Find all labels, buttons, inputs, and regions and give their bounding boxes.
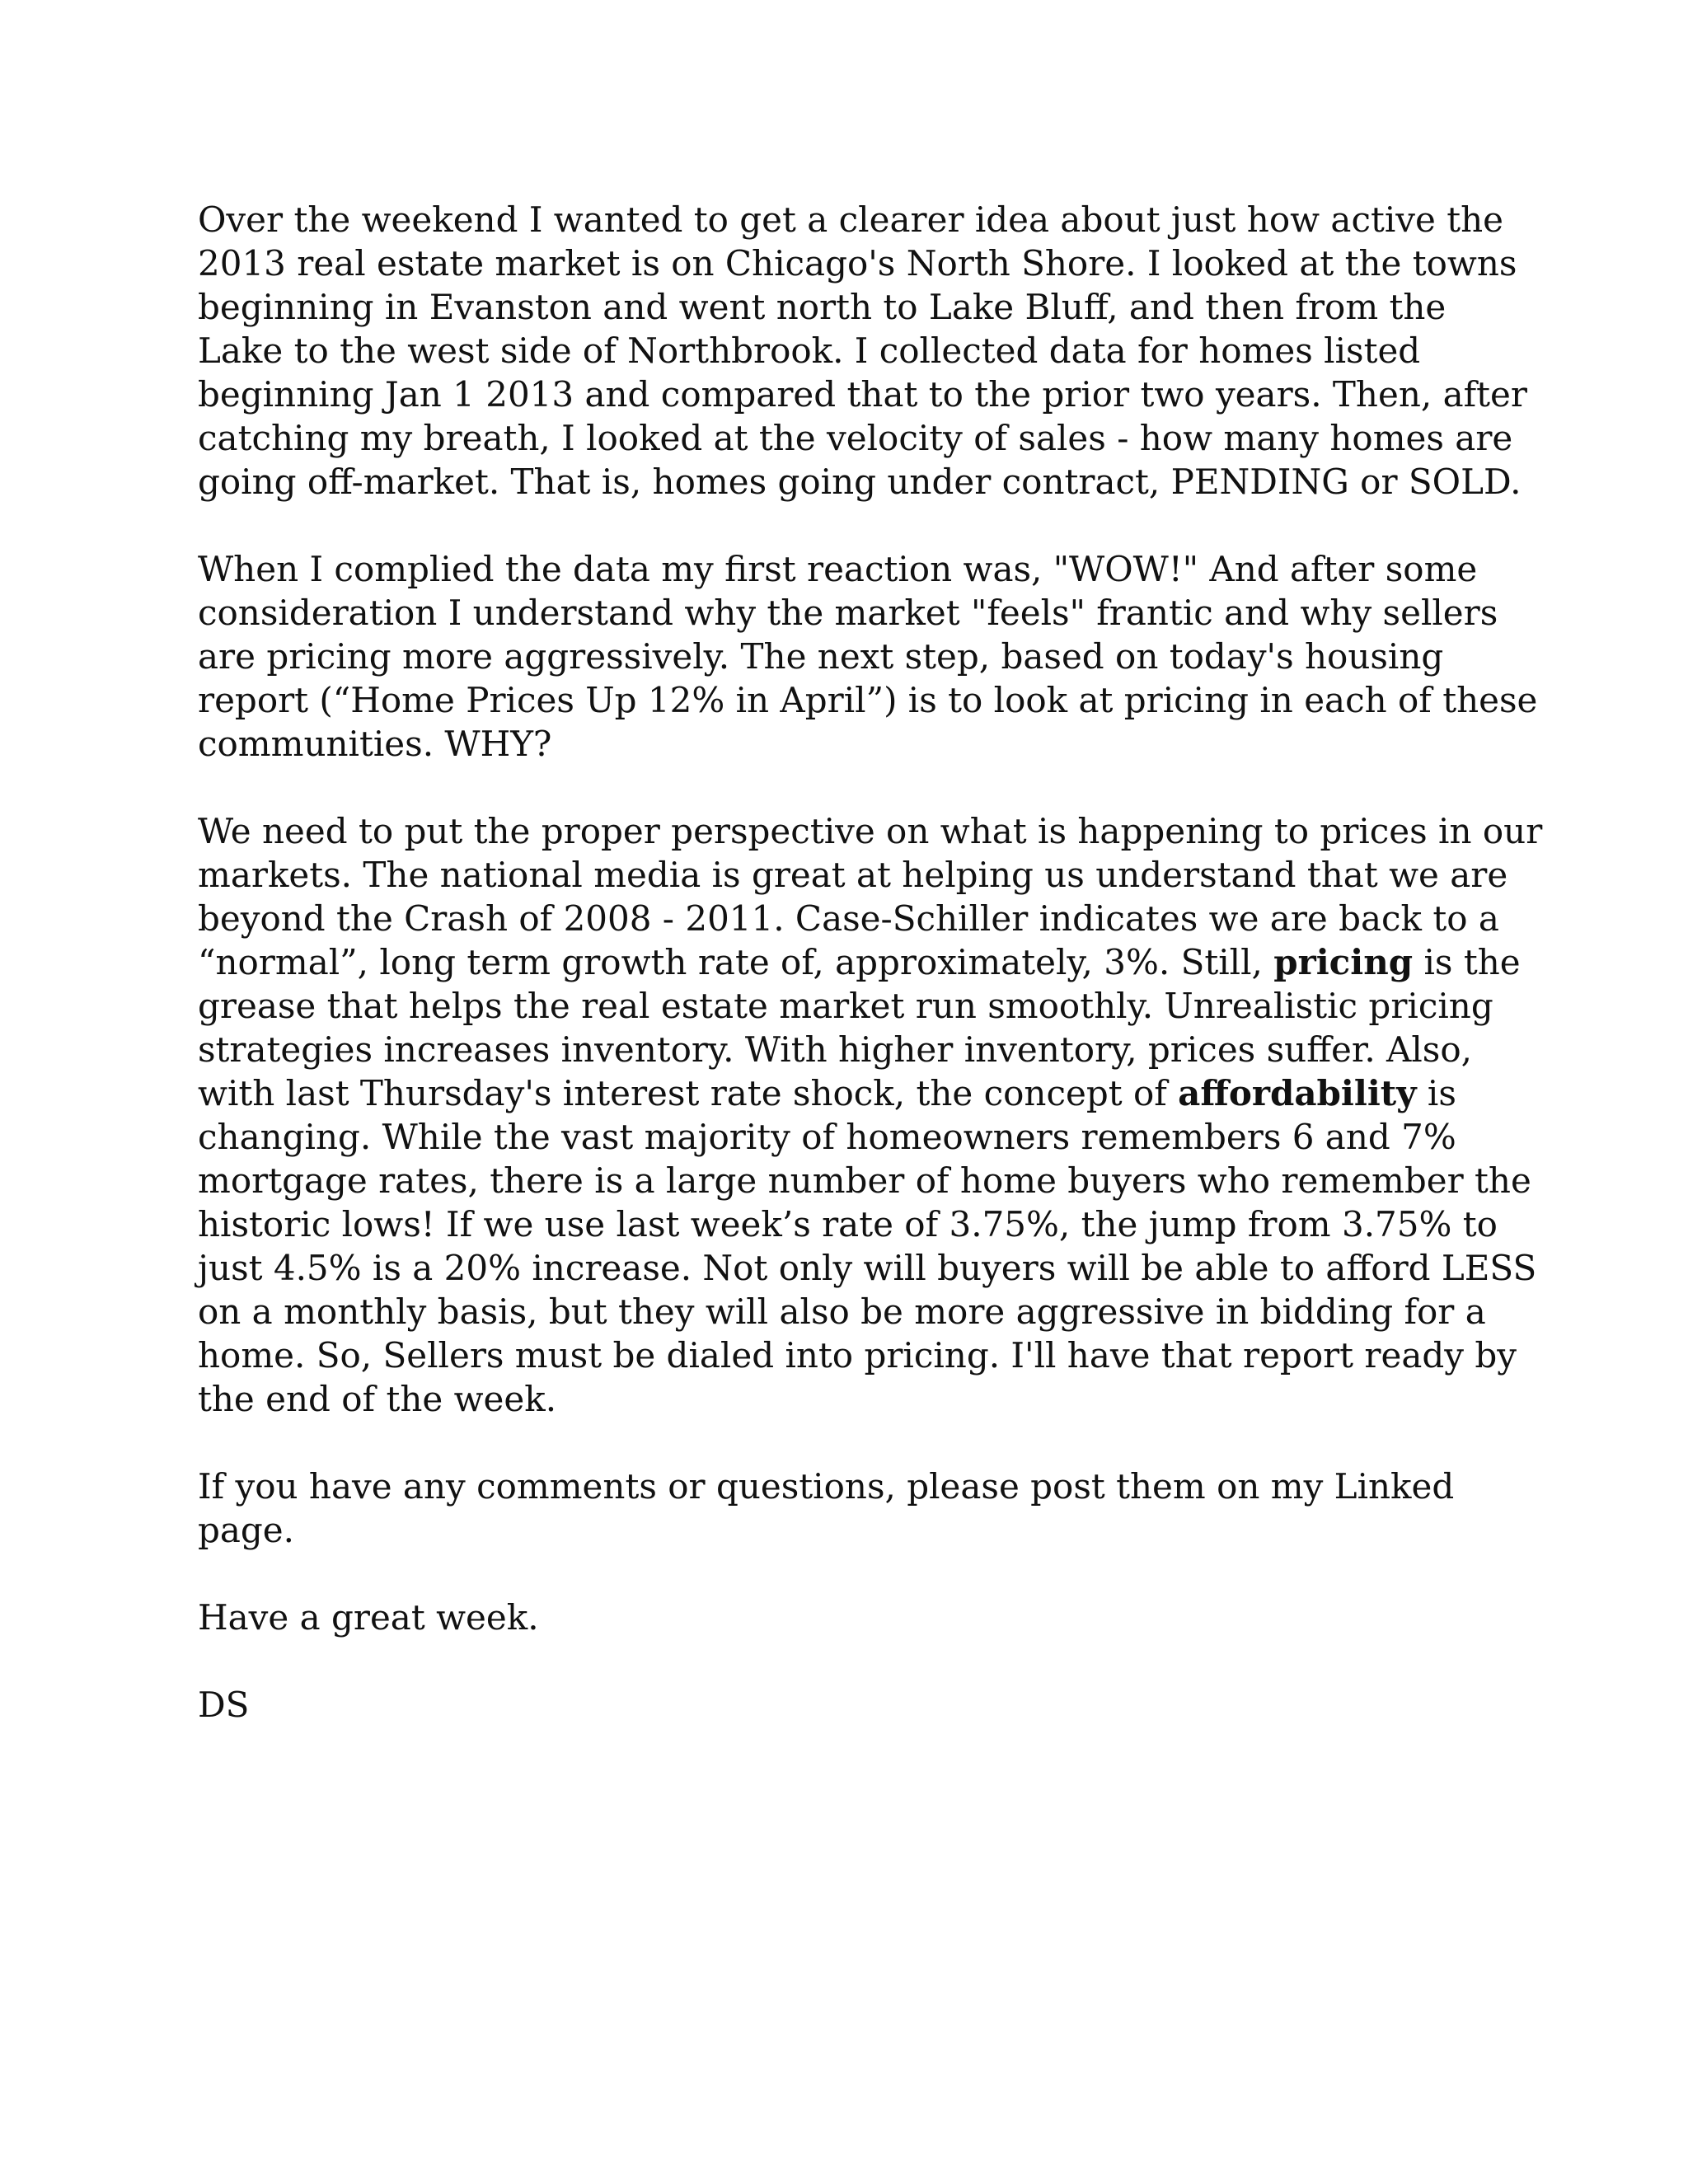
text-line <box>198 722 1500 766</box>
text-run: Over the weekend I wanted to get a clearer idea about just how active the <box>198 199 1504 240</box>
paragraphs-container <box>198 198 1543 1552</box>
text-line <box>198 1508 1500 1552</box>
text-run: page. <box>198 1510 295 1550</box>
text-line <box>198 591 1500 635</box>
text-run: 2013 real estate market is on Chicago's North Shore. I looked at the towns <box>198 243 1517 284</box>
text-line <box>198 416 1513 460</box>
text-line <box>198 1202 1500 1246</box>
text-line <box>198 198 1504 241</box>
text-run: consideration I understand why the market "feels" frantic and why sellers <box>198 593 1498 633</box>
paragraph-1 <box>198 198 1527 504</box>
text-line <box>198 897 1500 940</box>
signature-text: DS <box>198 1685 250 1725</box>
text-line <box>198 1028 1500 1071</box>
text-line <box>198 1071 1500 1115</box>
emphasis-text: affordability <box>1178 1073 1417 1113</box>
text-run: We need to put the proper perspective on what is happening to prices in our <box>198 811 1543 851</box>
text-run: Lake to the west side of Northbrook. I collected data for homes listed <box>198 330 1421 371</box>
text-line <box>198 1246 1537 1290</box>
text-run: report (“Home Prices Up 12% in April”) is to look at pricing in each of these <box>198 680 1538 720</box>
text-run: beginning in Evanston and went north to Lake Bluff, and then from the <box>198 287 1447 327</box>
text-run: When I complied the data my first reaction was, "WOW!" And after some <box>198 549 1478 589</box>
signoff-text: Have a great week. <box>198 1597 539 1638</box>
text-line <box>198 285 1500 329</box>
emphasis-text: pricing <box>1273 942 1414 982</box>
text-line <box>198 460 1522 504</box>
text-line <box>198 1377 1500 1421</box>
text-line <box>198 1159 1531 1202</box>
text-line <box>198 1290 1500 1333</box>
text-line <box>198 373 1527 416</box>
text-run: with last Thursday's interest rate shock, the concept of <box>198 1073 1179 1113</box>
text-run: changing. While the vast majority of homeowners remembers 6 and 7% <box>198 1117 1456 1157</box>
text-line <box>198 547 1500 591</box>
text-run: “normal”, long term growth rate of, approximately, 3%. Still, <box>198 942 1274 982</box>
text-line <box>198 329 1500 373</box>
text-run: markets. The national media is great at helping us understand that we are <box>198 855 1508 895</box>
paragraph-3 <box>198 809 1543 1421</box>
text-line <box>198 940 1521 984</box>
text-line <box>198 678 1538 722</box>
text-run: communities. WHY? <box>198 724 552 764</box>
text-run: are pricing more aggressively. The next step, based on today's housing <box>198 636 1444 677</box>
text-run: mortgage rates, there is a large number of home buyers who remember the <box>198 1160 1531 1201</box>
document-body <box>198 198 1543 1727</box>
text-line <box>198 1465 1500 1508</box>
text-run: just 4.5% is a 20% increase. Not only will buyers will be able to afford LESS <box>198 1248 1537 1288</box>
text-run: beyond the Crash of 2008 - 2011. Case-Schiller indicates we are back to a <box>198 898 1499 939</box>
text-run: strategies increases inventory. With higher inventory, prices suffer. Also, <box>198 1029 1473 1070</box>
text-line <box>198 853 1508 897</box>
text-line <box>198 984 1500 1028</box>
text-run: If you have any comments or questions, please post them on my Linked <box>198 1466 1455 1507</box>
text-line <box>198 1333 1517 1377</box>
text-run: going off-market. That is, homes going under contract, PENDING or SOLD. <box>198 462 1522 502</box>
text-line <box>198 241 1517 285</box>
paragraph-2 <box>198 547 1538 766</box>
text-run: the end of the week. <box>198 1379 557 1419</box>
text-line <box>198 809 1543 853</box>
text-run: is the <box>1413 942 1521 982</box>
text-run: on a monthly basis, but they will also be more aggressive in bidding for a <box>198 1291 1486 1332</box>
text-run: beginning Jan 1 2013 and compared that to the prior two years. Then, after <box>198 374 1527 415</box>
text-run: grease that helps the real estate market run smoothly. Unrealistic pricing <box>198 986 1493 1026</box>
paragraph-4 <box>198 1465 1500 1552</box>
text-run: home. So, Sellers must be dialed into pricing. I'll have that report ready by <box>198 1335 1517 1376</box>
text-line <box>198 635 1500 678</box>
text-run: historic lows! If we use last week’s rate of 3.75%, the jump from 3.75% to <box>198 1204 1498 1244</box>
text-run: is <box>1416 1073 1456 1113</box>
text-line <box>198 1115 1500 1159</box>
text-run: catching my breath, I looked at the velocity of sales - how many homes are <box>198 418 1513 458</box>
